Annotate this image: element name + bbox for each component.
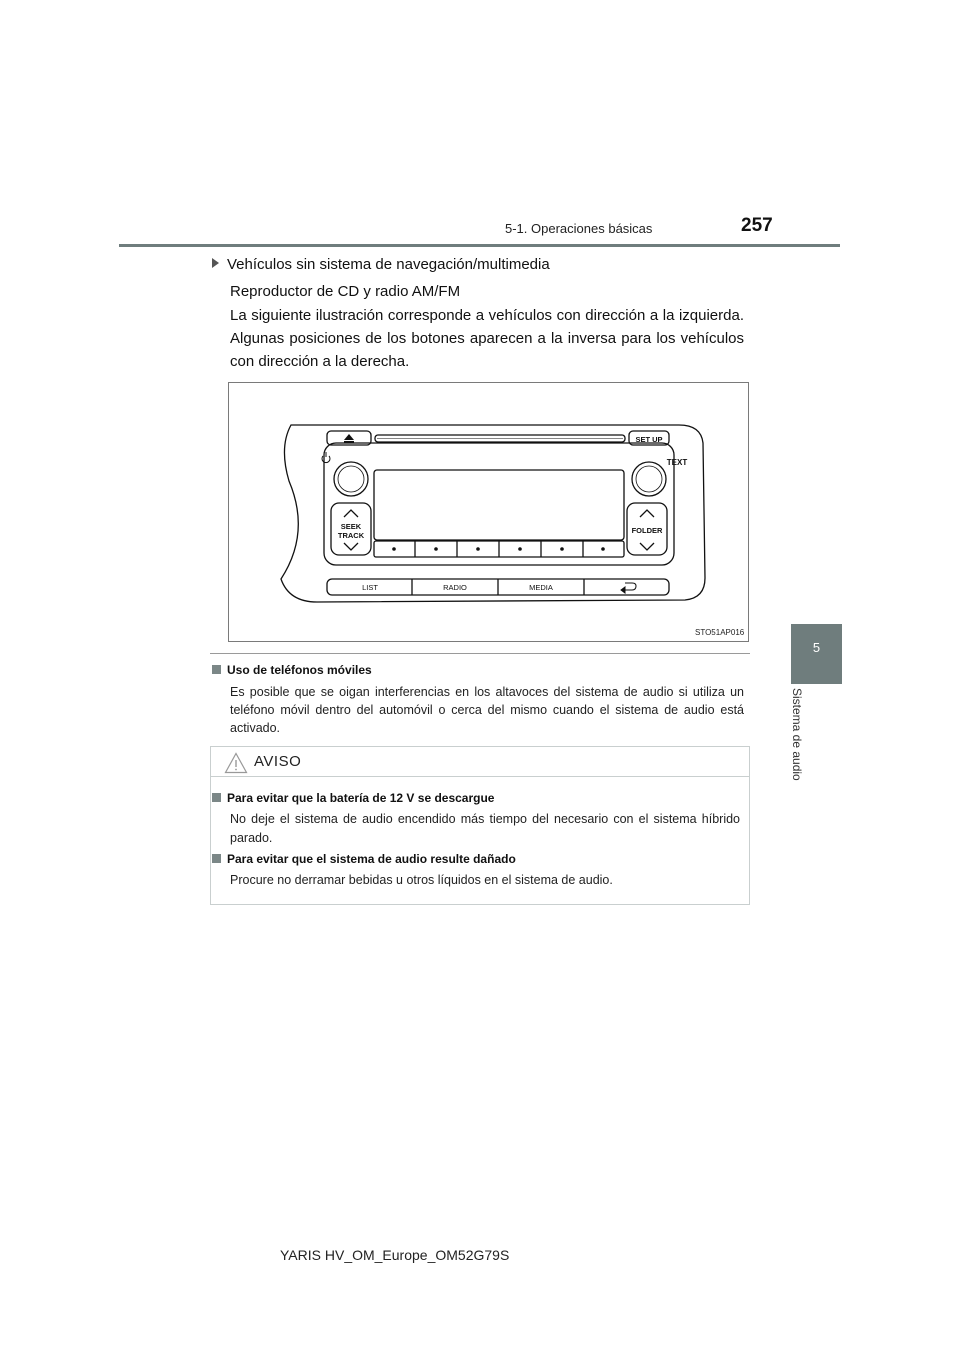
warning-item-body: No deje el sistema de audio encendido más tiempo del necesario con el sistema híbrido parado.	[230, 812, 740, 845]
section-rule	[210, 653, 750, 654]
folder-label: FOLDER	[631, 526, 663, 535]
section-title-text: Uso de teléfonos móviles	[227, 663, 372, 677]
warning-header-rule	[211, 776, 749, 777]
seek-label-line1: SEEK	[340, 522, 362, 531]
seek-label-line2: TRACK	[337, 531, 365, 540]
sub-heading-text: Vehículos sin sistema de navegación/multimedia	[227, 256, 550, 273]
figure-frame	[228, 382, 749, 642]
power-icon	[322, 452, 330, 463]
text-label: TEXT	[666, 458, 688, 467]
warning-item-body: Procure no derramar bebidas u otros líquidos en el sistema de audio.	[230, 873, 613, 887]
tune-knob	[632, 462, 666, 496]
triangle-bullet-icon	[212, 258, 219, 268]
description-paragraph: La siguiente ilustración corresponde a vehículos con dirección a la izquierda. Algunas posiciones de los botones aparecen a la inversa para los vehículos con dirección a la derecha.	[230, 307, 744, 370]
chapter-title-wrap	[786, 688, 810, 798]
back-icon	[621, 583, 636, 593]
sub-heading	[212, 256, 550, 273]
section-title	[212, 663, 372, 677]
faceplate-outline	[281, 425, 705, 602]
warning-triangle-icon	[224, 752, 248, 774]
page-number: 257	[741, 215, 773, 236]
media-label: MEDIA	[529, 583, 553, 592]
display-screen	[374, 470, 624, 540]
chapter-title: Sistema de audio	[790, 688, 804, 781]
header-rule	[119, 244, 840, 247]
radio-label: RADIO	[443, 583, 467, 592]
warning-title: AVISO	[254, 753, 302, 770]
square-bullet-icon	[212, 854, 221, 863]
setup-label: SET UP	[635, 435, 663, 444]
audio-unit-illustration	[229, 383, 748, 641]
footer-document-id: YARIS HV_OM_Europe_OM52G79S	[280, 1247, 510, 1263]
eject-icon	[344, 434, 354, 443]
list-label: LIST	[362, 583, 378, 592]
warning-item-title-text: Para evitar que la batería de 12 V se descargue	[227, 791, 495, 805]
running-header-section: 5-1. Operaciones básicas	[505, 221, 653, 236]
square-bullet-icon	[212, 793, 221, 802]
section-body: Es posible que se oigan interferencias en los altavoces del sistema de audio si utiliza un teléfono móvil dentro del automóvil o cerca del mismo cuando el sistema de audio está activado.	[230, 685, 744, 735]
warning-item-title	[212, 791, 494, 805]
title-line: Reproductor de CD y radio AM/FM	[230, 283, 461, 300]
power-volume-knob	[334, 462, 368, 496]
warning-item-title-text: Para evitar que el sistema de audio resulte dañado	[227, 852, 516, 866]
square-bullet-icon	[212, 665, 221, 674]
chapter-number: 5	[812, 640, 821, 655]
warning-item-title	[212, 852, 516, 866]
figure-code: STO51AP016	[695, 628, 745, 637]
